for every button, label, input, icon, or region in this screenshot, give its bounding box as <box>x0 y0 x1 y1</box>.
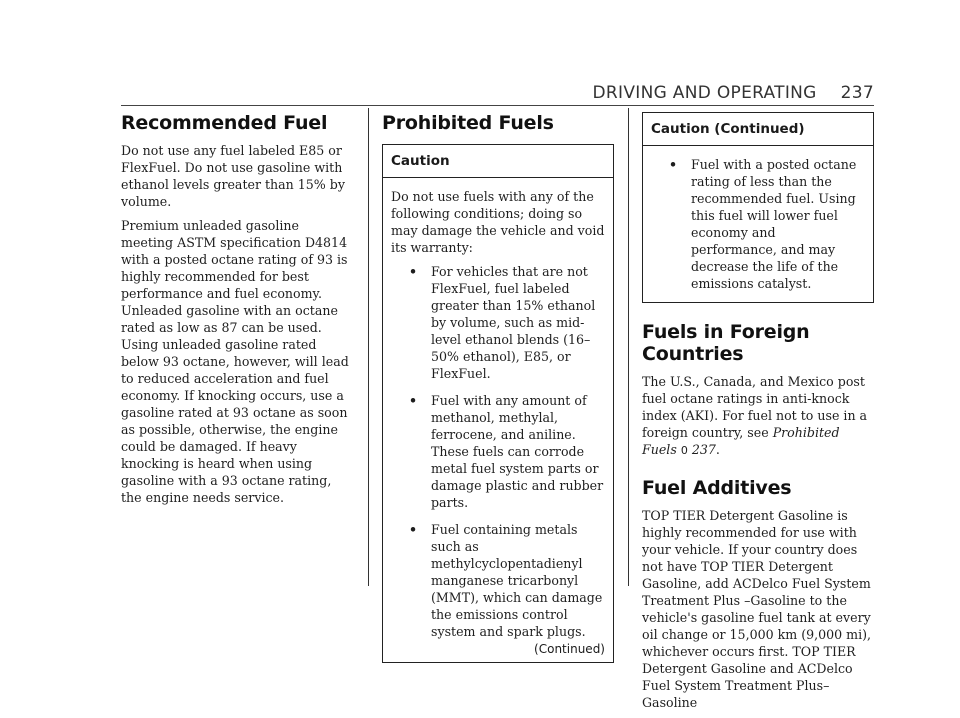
foreign-countries-paragraph: The U.S., Canada, and Mexico post fuel octane ratings in anti-knock index (AKI). For fuel not to use in a foreign country, see Prohibited Fuels 0 237. <box>642 374 868 457</box>
column-2 <box>382 108 614 663</box>
recommended-fuel-paragraph-1: Do not use any fuel labeled E85 or FlexFuel. Do not use gasoline with ethanol levels greater than 15% by volume. <box>121 143 345 209</box>
fuel-additives-paragraph: TOP TIER Detergent Gasoline is highly recommended for use with your vehicle. If your country does not have TOP TIER Detergent Gasoline, add ACDelco Fuel System Treatment Plus –Gasoline to the vehicle's gasoline fuel tank at every oil change or 15,000 km (9,000 mi), whichever occurs first. TOP TIER Detergent Gasoline and ACDelco Fuel System Treatment Plus–Gasoline <box>642 508 872 710</box>
caution-continued-body <box>643 146 873 292</box>
column-3 <box>642 108 874 718</box>
caution-bullet-list <box>391 263 605 640</box>
caution-intro: Do not use fuels with any of the following conditions; doing so may damage the vehicle and void its warranty: <box>391 189 605 255</box>
prohibited-fuels-link[interactable]: Prohibited Fuels <box>642 425 840 457</box>
continued-label: (Continued) <box>534 642 605 656</box>
caution-continued-title: Caution (Continued) <box>643 113 873 146</box>
list-item: • For vehicles that are not FlexFuel, fuel labeled greater than 15% ethanol by volume, such as mid-level ethanol blends (16–50% ethanol), E85, or FlexFuel. <box>409 264 596 381</box>
page-number: 237 <box>840 83 874 103</box>
prohibited-fuels-heading: Prohibited Fuels <box>382 112 554 134</box>
column-1 <box>121 108 353 513</box>
section-title: DRIVING AND OPERATING <box>592 83 817 103</box>
caution-body <box>383 178 613 662</box>
page-reference-icon: 0 <box>680 444 688 457</box>
caution-continued-box <box>642 112 874 303</box>
list-item: • Fuel with a posted octane rating of less than the recommended fuel. Using this fuel will lower fuel economy and performance, and may decrease the life of the emissions catalyst. <box>669 157 857 291</box>
column-divider-2 <box>628 108 629 586</box>
bullet-icon: • <box>409 264 418 279</box>
caution-continued-list <box>651 156 865 292</box>
page-reference-number[interactable]: 237 <box>691 442 716 457</box>
bullet-icon: • <box>669 157 678 172</box>
caution-box <box>382 144 614 663</box>
recommended-fuel-heading: Recommended Fuel <box>121 112 328 134</box>
column-divider-1 <box>368 108 369 586</box>
caution-title: Caution <box>383 145 613 178</box>
page-header <box>593 83 874 103</box>
header-divider <box>121 105 874 106</box>
list-item: • Fuel containing metals such as methylcyclopentadienyl manganese tricarbonyl (MMT), which can damage the emissions control system and spark plugs. <box>409 522 603 639</box>
bullet-icon: • <box>409 393 418 408</box>
fuel-additives-heading: Fuel Additives <box>642 477 792 499</box>
foreign-countries-heading: Fuels in Foreign Countries <box>642 321 810 365</box>
bullet-icon: • <box>409 522 418 537</box>
recommended-fuel-paragraph-2: Premium unleaded gasoline meeting ASTM specification D4814 with a posted octane rating of 93 is highly recommended for best performance and fuel economy. Unleaded gasoline with an octane rated as low as 87 can be used. Using unleaded gasoline rated below 93 octane, however, will lead to reduced acceleration and fuel economy. If knocking occurs, use a gasoline rated at 93 octane as soon as possible, otherwise, the engine could be damaged. If heavy knocking is heard when using gasoline with a 93 octane rating, the engine needs service. <box>121 218 349 505</box>
list-item: • Fuel with any amount of methanol, methylal, ferrocene, and aniline. These fuels can corrode metal fuel system parts or damage plastic and rubber parts. <box>409 393 604 510</box>
